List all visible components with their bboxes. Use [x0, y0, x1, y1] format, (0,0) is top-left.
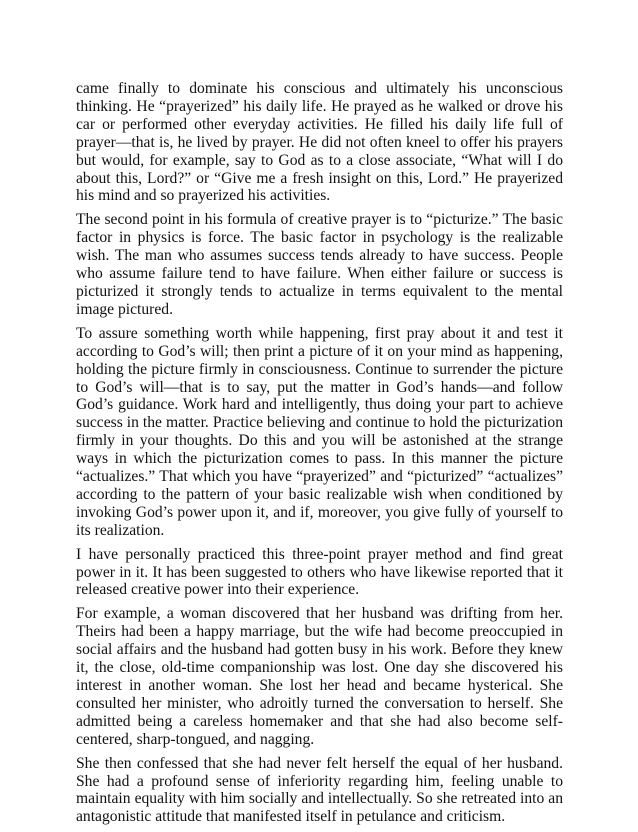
paragraph-3: To assure something worth while happening, first pray about it and test it according to God’s will; then print a picture of it on your mind as happening, holding the picture firmly in consciousness. Continue to surrender the picture to God’s will—that is to say, put the matter in God’s hands—and follow God’s guidance. Work hard and intelligently, thus doing your part to achieve success in the matter. Practice believing and continue to hold the picturization firmly in your thoughts. Do this and you will be astonished at the strange ways in which the picturization comes to pass. In this manner the picture “actualizes.” That which you have “prayerized” and “picturized” “actualizes” according to the pattern of your basic realizable wish when conditioned by invoking God’s power upon it, and if, moreover, you give fully of yourself to its realization. [76, 324, 563, 539]
paragraph-2: The second point in his formula of creative prayer is to “picturize.” The basic factor in physics is force. The basic factor in psychology is the realizable wish. The man who assumes success tends already to have success. People who assume failure tend to have failure. When either failure or success is picturized it strongly tends to actualize in terms equivalent to the mental image pictured. [76, 211, 563, 318]
paragraph-1: came finally to dominate his conscious and ultimately his unconscious thinking. He “prayerized” his daily life. He prayed as he walked or drove his car or performed other everyday activities. He filled his daily life full of prayer—that is, he lived by prayer. He did not often kneel to offer his prayers but would, for example, say to God as to a close associate, “What will I do about this, Lord?” or “Give me a fresh insight on this, Lord.” He prayerized his mind and so prayerized his activities. [76, 80, 563, 205]
paragraph-6: She then confessed that she had never felt herself the equal of her husband. She had a profound sense of inferiority regarding him, feeling unable to maintain equality with him socially and intellectually. So she retreated into an antagonistic attitude that manifested itself in petulance and criticism. [76, 754, 563, 826]
document-page [76, 80, 563, 832]
paragraph-4: I have personally practiced this three-point prayer method and find great power in it. It has been suggested to others who have likewise reported that it released creative power into their experience. [76, 545, 563, 599]
paragraph-5: For example, a woman discovered that her husband was drifting from her. Theirs had been a happy marriage, but the wife had become preoccupied in social affairs and the husband had gotten busy in his work. Before they knew it, the close, old-time companionship was lost. One day she discovered his interest in another woman. She lost her head and became hysterical. She consulted her minister, who adroitly turned the conversation to herself. She admitted being a careless homemaker and that she had also become self-centered, sharp-tongued, and nagging. [76, 605, 563, 748]
